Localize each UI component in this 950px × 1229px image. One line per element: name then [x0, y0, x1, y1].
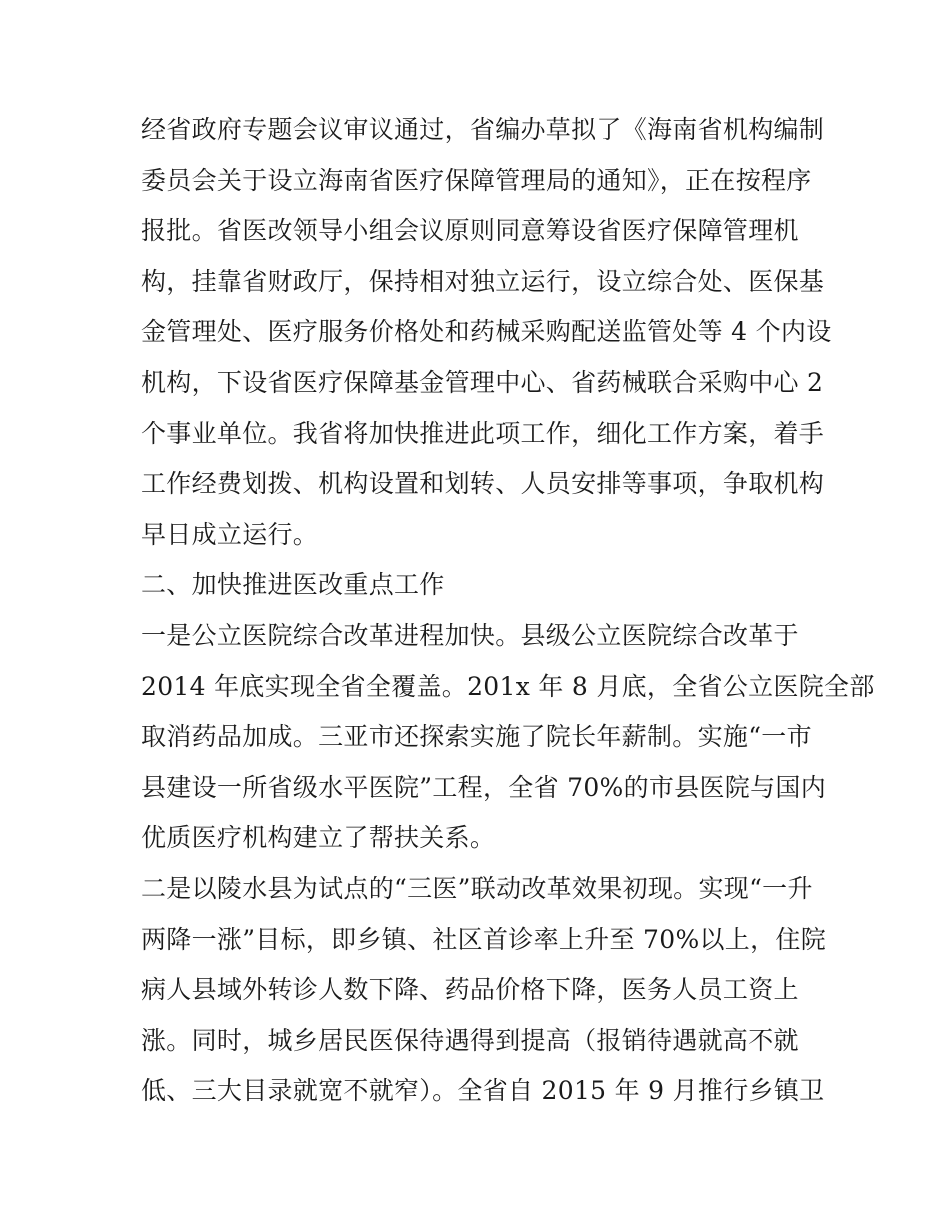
text-line: 委员会关于设立海南省医疗保障管理局的通知》，正在按程序	[141, 165, 812, 195]
text-line: 2014 年底实现全省全覆盖。201x 年 8 月底，全省公立医院全部	[141, 671, 875, 701]
text-line: 一是公立医院综合改革进程加快。县级公立医院综合改革于	[141, 620, 799, 650]
text-line: 工作经费划拨、机构设置和划转、人员安排等事项，争取机构	[141, 469, 825, 499]
text-line: 两降一涨”目标，即乡镇、社区首诊率上升至 70%以上，住院	[141, 924, 826, 954]
text-line: 早日成立运行。	[141, 519, 319, 549]
text-line: 病人县域外转诊人数下降、药品价格下降，医务人员工资上	[141, 975, 799, 1005]
text-line: 报批。省医改领导小组会议原则同意筹设省医疗保障管理机	[141, 216, 799, 246]
text-line: 经省政府专题会议审议通过，省编办草拟了《海南省机构编制	[141, 115, 825, 144]
text-line: 县建设一所省级水平医院”工程，全省 70%的市县医院与国内	[141, 772, 826, 802]
body-text	[141, 105, 875, 1117]
section-heading: 二、加快推进医改重点工作	[141, 570, 445, 600]
text-line: 二是以陵水县为试点的“三医”联动改革效果初现。实现“一升	[141, 873, 813, 903]
text-line: 构，挂靠省财政厅，保持相对独立运行，设立综合处、医保基	[141, 266, 825, 296]
text-line: 低、三大目录就宽不就窄）。全省自 2015 年 9 月推行乡镇卫	[141, 1076, 825, 1106]
text-line: 取消药品加成。三亚市还探索实施了院长年薪制。实施“一市	[141, 722, 812, 752]
text-line: 优质医疗机构建立了帮扶关系。	[141, 823, 496, 853]
text-line: 涨。同时，城乡居民医保待遇得到提高（报销待遇就高不就	[141, 1025, 799, 1055]
text-line: 机构，下设省医疗保障基金管理中心、省药械联合采购中心 2	[141, 367, 824, 397]
text-line: 个事业单位。我省将加快推进此项工作，细化工作方案，着手	[141, 418, 825, 448]
text-line: 金管理处、医疗服务价格处和药械采购配送监管处等 4 个内设	[141, 317, 832, 347]
